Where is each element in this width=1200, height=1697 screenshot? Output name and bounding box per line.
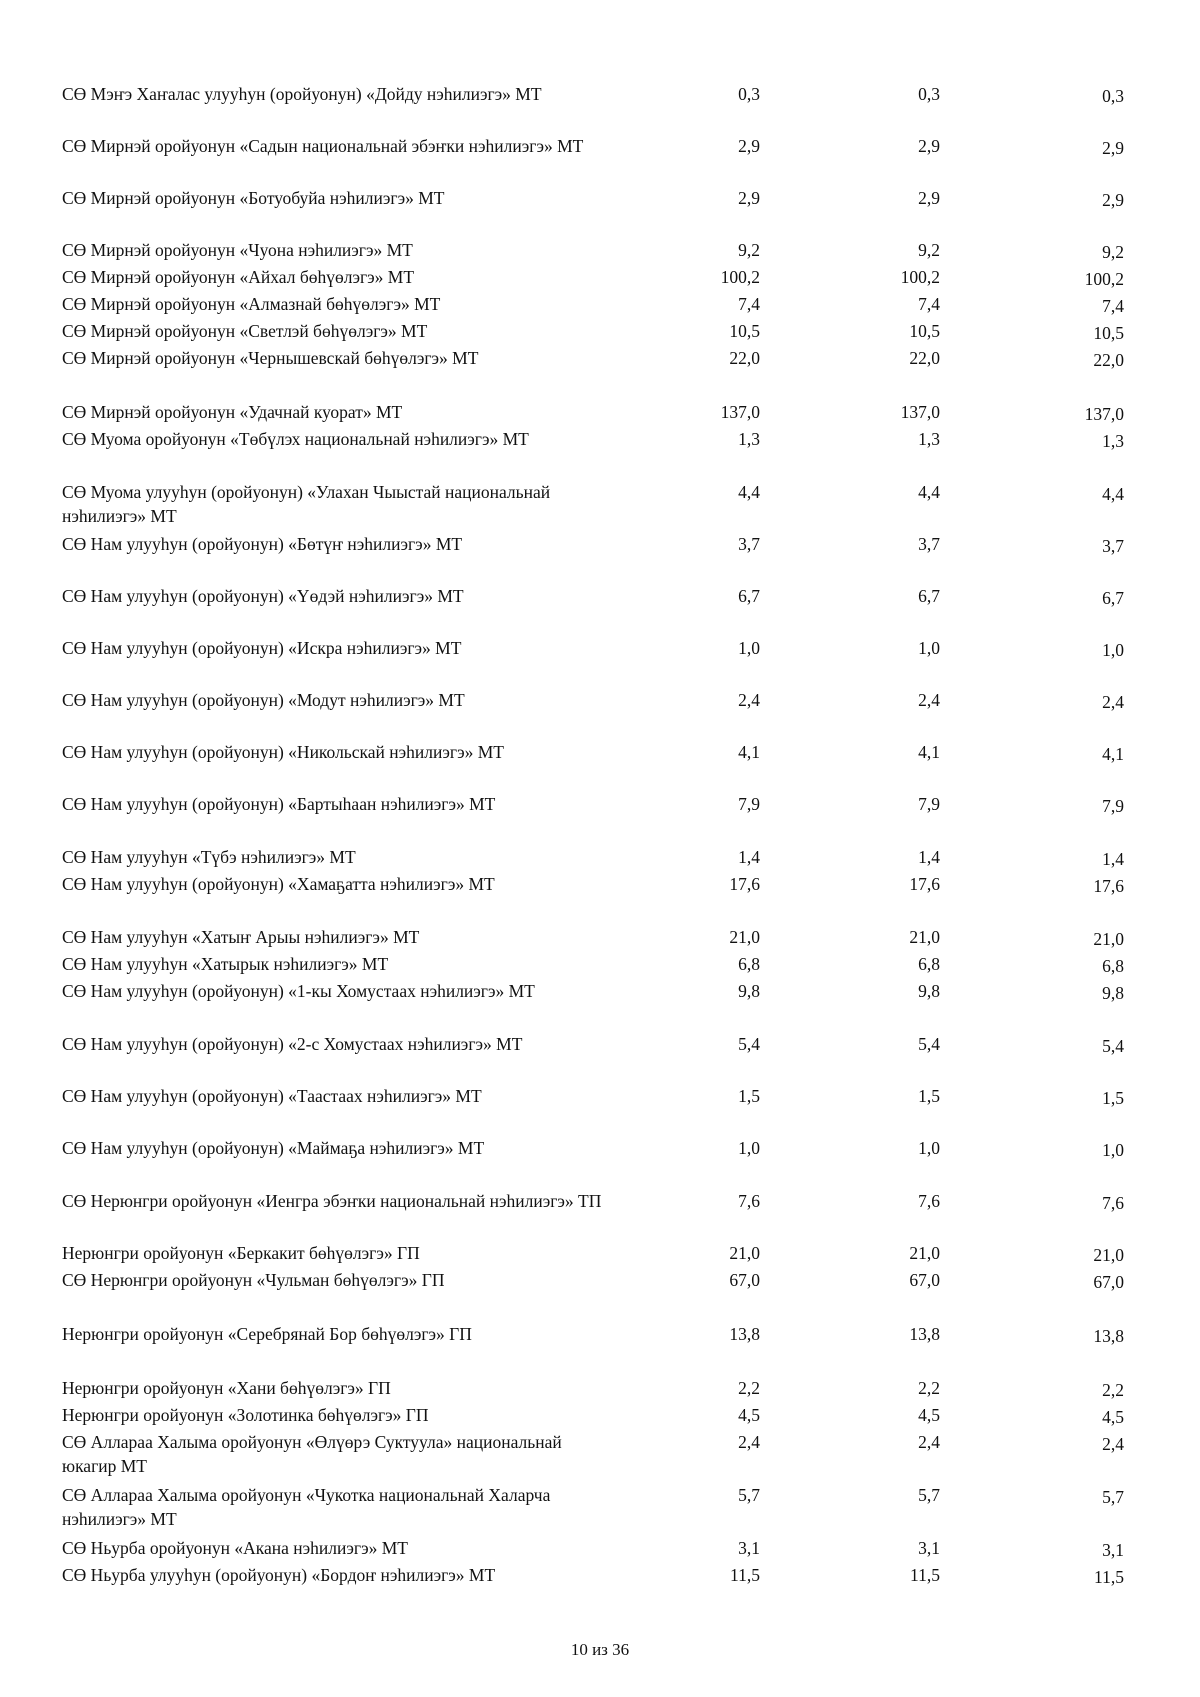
value-col-1: 9,2 xyxy=(738,240,760,260)
value-col-2: 4,1 xyxy=(918,742,940,762)
row-name: СӨ Нам улууһун (оройуонун) «1-кы Хомустаах нэһилиэгэ» МТ xyxy=(62,981,535,1001)
value-col-3-text: 0,3 xyxy=(1102,86,1124,106)
row-name: СӨ Нам улууһун (оройуонун) «Бөтүҥ нэһилиэгэ» МТ xyxy=(62,534,463,554)
value-col-3-text: 1,3 xyxy=(1102,431,1124,451)
value-col-3-text: 22,0 xyxy=(1093,350,1124,370)
row-name: СӨ Нам улууһун (оройуонун) «Модут нэһилиэгэ» МТ xyxy=(62,690,465,710)
value-col-1: 1,5 xyxy=(738,1086,760,1106)
value-col-2: 6,8 xyxy=(918,954,940,974)
value-col-1: 1,3 xyxy=(738,429,760,449)
value-col-2: 1,4 xyxy=(918,847,940,867)
value-col-3 xyxy=(1004,1376,1124,1400)
value-col-3 xyxy=(1004,636,1124,660)
value-col-2: 2,4 xyxy=(918,690,940,710)
row-name: СӨ Нам улууһун (оройуонун) «Үөдэй нэһилиэгэ» МТ xyxy=(62,586,464,606)
value-col-1: 5,4 xyxy=(738,1034,760,1054)
value-col-2: 11,5 xyxy=(910,1565,940,1585)
value-col-2: 0,3 xyxy=(918,84,940,104)
value-col-2: 2,9 xyxy=(918,188,940,208)
value-col-3 xyxy=(1004,319,1124,343)
value-col-3-text: 4,1 xyxy=(1102,744,1124,764)
value-col-3 xyxy=(1004,1032,1124,1056)
value-col-1: 4,1 xyxy=(738,742,760,762)
value-col-2: 3,1 xyxy=(918,1538,940,1558)
row-name: Нерюнгри оройуонун «Золотинка бөһүөлэгэ» ГП xyxy=(62,1405,429,1425)
value-col-3 xyxy=(1004,1430,1124,1454)
row-name: СӨ Ньурба улууһун (оройуонун) «Бордоҥ нэһилиэгэ» МТ xyxy=(62,1565,496,1585)
row-name: Нерюнгри оройуонун «Хани бөһүөлэгэ» ГП xyxy=(62,1378,391,1398)
value-col-1: 2,2 xyxy=(738,1378,760,1398)
value-col-3 xyxy=(1004,346,1124,370)
row-name: СӨ Нам улууһун (оройуонун) «Таастаах нэһилиэгэ» МТ xyxy=(62,1086,482,1106)
value-col-1: 21,0 xyxy=(729,927,760,947)
value-col-3-text: 10,5 xyxy=(1093,323,1124,343)
row-name: СӨ Мирнэй оройуонун «Садын национальнай эбэҥки нэһилиэгэ» МТ xyxy=(62,136,584,156)
value-col-2: 2,2 xyxy=(918,1378,940,1398)
value-col-3-text: 4,4 xyxy=(1102,484,1124,504)
value-col-1: 2,4 xyxy=(738,1432,760,1452)
row-name: СӨ Аллараа Халыма оройуонун «Чукотка национальнай Халарча нэһилиэгэ» МТ xyxy=(62,1485,551,1529)
value-col-3 xyxy=(1004,480,1124,504)
value-col-1: 137,0 xyxy=(720,402,760,422)
value-col-3 xyxy=(1004,688,1124,712)
value-col-2: 2,9 xyxy=(918,136,940,156)
value-col-3 xyxy=(1004,1536,1124,1560)
value-col-3-text: 100,2 xyxy=(1084,269,1124,289)
value-col-2: 5,4 xyxy=(918,1034,940,1054)
row-name: Нерюнгри оройуонун «Беркакит бөһүөлэгэ» ГП xyxy=(62,1243,420,1263)
row-name: СӨ Мирнэй оройуонун «Ботуобуйа нэһилиэгэ» МТ xyxy=(62,188,445,208)
value-col-3 xyxy=(1004,1084,1124,1108)
value-col-3 xyxy=(1004,792,1124,816)
value-col-3-text: 2,4 xyxy=(1102,692,1124,712)
value-col-3-text: 2,9 xyxy=(1102,138,1124,158)
value-col-3 xyxy=(1004,400,1124,424)
row-name: СӨ Нерюнгри оройуонун «Чульман бөһүөлэгэ» ГП xyxy=(62,1270,445,1290)
value-col-3 xyxy=(1004,845,1124,869)
value-col-1: 0,3 xyxy=(738,84,760,104)
value-col-3 xyxy=(1004,292,1124,316)
value-col-3-text: 137,0 xyxy=(1084,404,1124,424)
value-col-3-text: 2,4 xyxy=(1102,1434,1124,1454)
row-name: СӨ Нам улууһун (оройуонун) «Никольскай нэһилиэгэ» МТ xyxy=(62,742,504,762)
value-col-3 xyxy=(1004,238,1124,262)
value-col-3 xyxy=(1004,1483,1124,1507)
row-name: СӨ Нам улууһун (оройуонун) «Маймаҕа нэһилиэгэ» МТ xyxy=(62,1138,485,1158)
value-col-3-text: 17,6 xyxy=(1093,876,1124,896)
value-col-2: 21,0 xyxy=(909,1243,940,1263)
value-col-1: 11,5 xyxy=(730,1565,760,1585)
value-col-1: 21,0 xyxy=(729,1243,760,1263)
row-name: СӨ Мирнэй оройуонун «Светлэй бөһүөлэгэ» МТ xyxy=(62,321,428,341)
value-col-2: 6,7 xyxy=(918,586,940,606)
value-col-3-text: 67,0 xyxy=(1093,1272,1124,1292)
value-col-2: 3,7 xyxy=(918,534,940,554)
row-name: СӨ Аллараа Халыма оройуонун «Өлүөрэ Суктуула» национальнай юкагир МТ xyxy=(62,1432,562,1476)
value-col-2: 4,5 xyxy=(918,1405,940,1425)
value-col-3 xyxy=(1004,952,1124,976)
value-col-2: 1,0 xyxy=(918,1138,940,1158)
row-name: СӨ Мирнэй оройуонун «Чуона нэһилиэгэ» МТ xyxy=(62,240,413,260)
value-col-1: 10,5 xyxy=(729,321,760,341)
value-col-1: 1,0 xyxy=(738,1138,760,1158)
row-name: СӨ Мирнэй оройуонун «Айхал бөһүөлэгэ» МТ xyxy=(62,267,415,287)
row-name: СӨ Мирнэй оройуонун «Чернышевскай бөһүөлэгэ» МТ xyxy=(62,348,479,368)
row-name: СӨ Нам улууһун (оройуонун) «Хамаҕатта нэһилиэгэ» МТ xyxy=(62,874,495,894)
value-col-3 xyxy=(1004,1403,1124,1427)
value-col-1: 2,9 xyxy=(738,188,760,208)
value-col-2: 7,9 xyxy=(918,794,940,814)
value-col-3-text: 9,2 xyxy=(1102,242,1124,262)
value-col-3-text: 1,4 xyxy=(1102,849,1124,869)
value-col-3-text: 3,7 xyxy=(1102,536,1124,556)
value-col-1: 22,0 xyxy=(729,348,760,368)
value-col-3 xyxy=(1004,1268,1124,1292)
value-col-1: 7,9 xyxy=(738,794,760,814)
value-col-2: 9,8 xyxy=(918,981,940,1001)
value-col-2: 1,0 xyxy=(918,638,940,658)
value-col-3-text: 7,6 xyxy=(1102,1193,1124,1213)
value-col-2: 1,5 xyxy=(918,1086,940,1106)
value-col-3-text: 21,0 xyxy=(1093,929,1124,949)
value-col-3-text: 5,4 xyxy=(1102,1036,1124,1056)
value-col-3-text: 6,8 xyxy=(1102,956,1124,976)
row-name: СӨ Муома оройуонун «Төбүлэх национальнай нэһилиэгэ» МТ xyxy=(62,429,529,449)
value-col-1: 17,6 xyxy=(729,874,760,894)
value-col-2: 2,4 xyxy=(918,1432,940,1452)
value-col-2: 5,7 xyxy=(918,1485,940,1505)
value-col-3 xyxy=(1004,265,1124,289)
value-col-1: 4,5 xyxy=(738,1405,760,1425)
value-col-3-text: 4,5 xyxy=(1102,1407,1124,1427)
value-col-1: 7,6 xyxy=(738,1191,760,1211)
value-col-3-text: 5,7 xyxy=(1102,1487,1124,1507)
value-col-1: 7,4 xyxy=(738,294,760,314)
value-col-1: 100,2 xyxy=(720,267,760,287)
value-col-1: 4,4 xyxy=(738,482,760,502)
value-col-1: 1,4 xyxy=(738,847,760,867)
row-name: СӨ Нерюнгри оройуонун «Иенгра эбэҥки национальнай нэһилиэгэ» ТП xyxy=(62,1191,602,1211)
value-col-3 xyxy=(1004,979,1124,1003)
value-col-3 xyxy=(1004,532,1124,556)
value-col-1: 3,1 xyxy=(738,1538,760,1558)
value-col-3 xyxy=(1004,740,1124,764)
value-col-2: 22,0 xyxy=(909,348,940,368)
value-col-1: 6,7 xyxy=(738,586,760,606)
value-col-3 xyxy=(1004,427,1124,451)
row-name: СӨ Нам улууһун (оройуонун) «Искра нэһилиэгэ» МТ xyxy=(62,638,462,658)
page-number: 10 из 36 xyxy=(570,1640,630,1659)
value-col-3-text: 11,5 xyxy=(1094,1567,1124,1587)
value-col-1: 6,8 xyxy=(738,954,760,974)
value-col-3 xyxy=(1004,1241,1124,1265)
value-col-3 xyxy=(1004,1189,1124,1213)
value-col-1: 5,7 xyxy=(738,1485,760,1505)
value-col-1: 1,0 xyxy=(738,638,760,658)
value-col-3-text: 3,1 xyxy=(1102,1540,1124,1560)
row-name: СӨ Ньурба оройуонун «Акана нэһилиэгэ» МТ xyxy=(62,1538,408,1558)
value-col-3 xyxy=(1004,82,1124,106)
value-col-1: 2,4 xyxy=(738,690,760,710)
value-col-2: 10,5 xyxy=(909,321,940,341)
row-name: СӨ Нам улууһун (оройуонун) «Бартыһаан нэһилиэгэ» МТ xyxy=(62,794,496,814)
value-col-3-text: 1,5 xyxy=(1102,1088,1124,1108)
value-col-2: 137,0 xyxy=(900,402,940,422)
value-col-3-text: 9,8 xyxy=(1102,983,1124,1003)
value-col-2: 21,0 xyxy=(909,927,940,947)
value-col-3 xyxy=(1004,134,1124,158)
value-col-2: 1,3 xyxy=(918,429,940,449)
value-col-3-text: 1,0 xyxy=(1102,1140,1124,1160)
row-name: СӨ Мэҥэ Хаҥалас улууһун (оройуонун) «Дойду нэһилиэгэ» МТ xyxy=(62,84,542,104)
value-col-2: 17,6 xyxy=(909,874,940,894)
value-col-3-text: 7,4 xyxy=(1102,296,1124,316)
value-col-2: 7,4 xyxy=(918,294,940,314)
row-name: СӨ Мирнэй оройуонун «Удачнай куорат» МТ xyxy=(62,402,403,422)
value-col-3-text: 7,9 xyxy=(1102,796,1124,816)
value-col-3-text: 1,0 xyxy=(1102,640,1124,660)
value-col-2: 13,8 xyxy=(909,1324,940,1344)
value-col-3 xyxy=(1004,1136,1124,1160)
value-col-2: 100,2 xyxy=(900,267,940,287)
value-col-1: 2,9 xyxy=(738,136,760,156)
value-col-1: 3,7 xyxy=(738,534,760,554)
value-col-3-text: 6,7 xyxy=(1102,588,1124,608)
value-col-3-text: 21,0 xyxy=(1093,1245,1124,1265)
row-name: Нерюнгри оройуонун «Серебрянай Бор бөһүөлэгэ» ГП xyxy=(62,1324,472,1344)
value-col-3 xyxy=(1004,1563,1124,1587)
value-col-2: 9,2 xyxy=(918,240,940,260)
row-name: СӨ Нам улууһун «Хатырык нэһилиэгэ» МТ xyxy=(62,954,389,974)
value-col-3 xyxy=(1004,584,1124,608)
row-name: СӨ Нам улууһун (оройуонун) «2-с Хомустаах нэһилиэгэ» МТ xyxy=(62,1034,523,1054)
value-col-1: 67,0 xyxy=(729,1270,760,1290)
value-col-1: 13,8 xyxy=(729,1324,760,1344)
row-name: СӨ Нам улууһун «Түбэ нэһилиэгэ» МТ xyxy=(62,847,356,867)
value-col-3-text: 13,8 xyxy=(1093,1326,1124,1346)
row-name: СӨ Муома улууһун (оройуонун) «Улахан Чыыстай национальнай нэһилиэгэ» МТ xyxy=(62,482,551,526)
value-col-2: 7,6 xyxy=(918,1191,940,1211)
value-col-3-text: 2,2 xyxy=(1102,1380,1124,1400)
value-col-3 xyxy=(1004,1322,1124,1346)
row-name: СӨ Нам улууһун «Хатыҥ Арыы нэһилиэгэ» МТ xyxy=(62,927,420,947)
value-col-2: 4,4 xyxy=(918,482,940,502)
row-name: СӨ Мирнэй оройуонун «Алмазнай бөһүөлэгэ» МТ xyxy=(62,294,441,314)
value-col-1: 9,8 xyxy=(738,981,760,1001)
value-col-2: 67,0 xyxy=(909,1270,940,1290)
value-col-3 xyxy=(1004,186,1124,210)
value-col-3-text: 2,9 xyxy=(1102,190,1124,210)
value-col-3 xyxy=(1004,925,1124,949)
value-col-3 xyxy=(1004,872,1124,896)
